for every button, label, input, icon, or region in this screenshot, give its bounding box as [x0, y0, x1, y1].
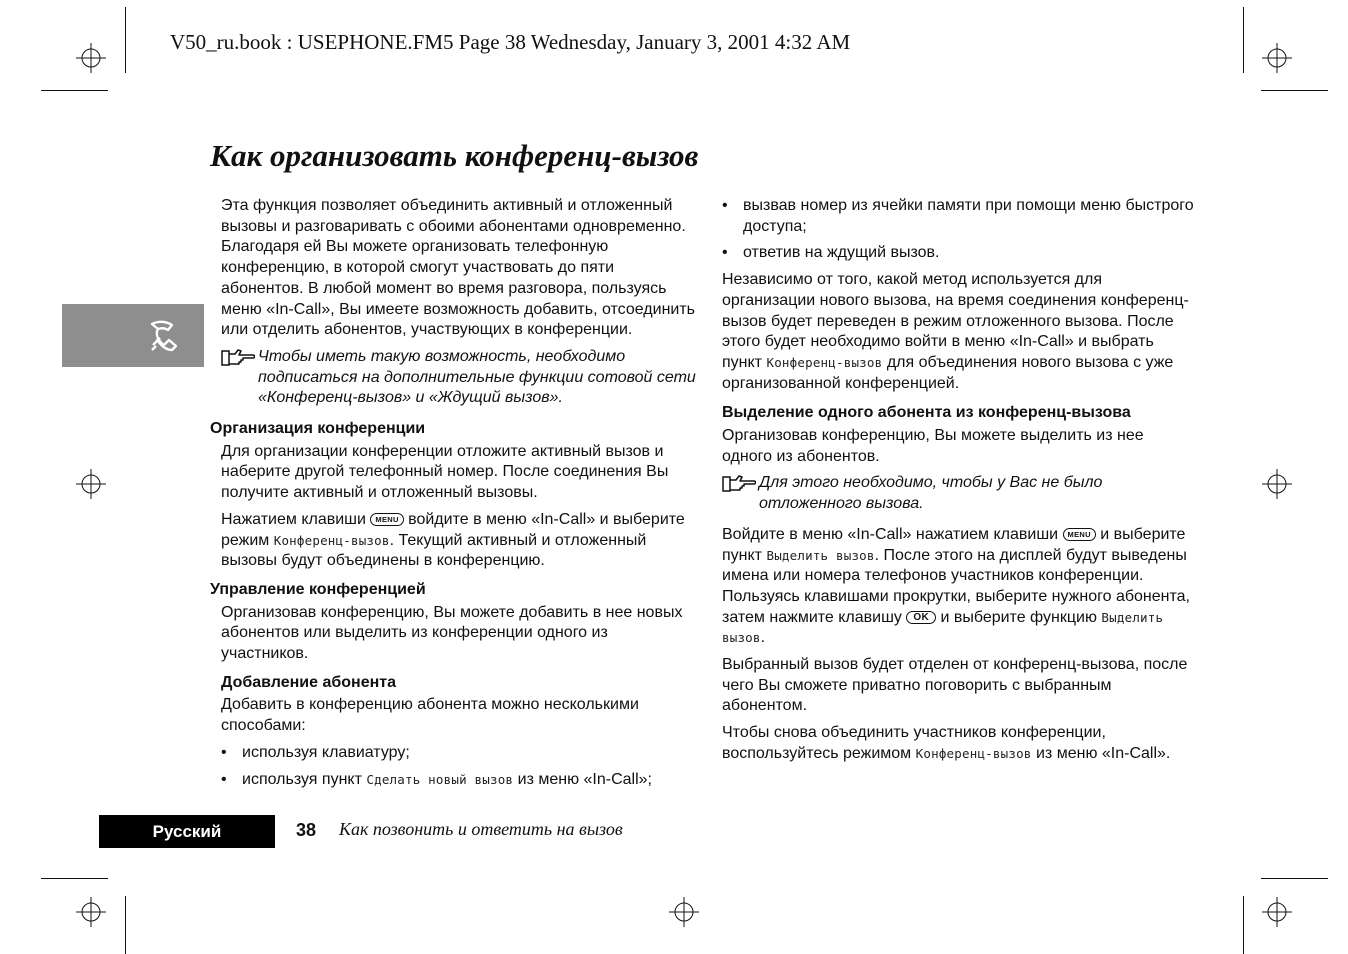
crop-mark [41, 90, 108, 91]
lcd-menu-label: Выделить вызов [766, 547, 875, 563]
add-heading: Добавление абонента [221, 673, 396, 691]
right-column [722, 196, 1197, 771]
lcd-menu-label: Конференц-вызов [273, 532, 390, 548]
organize-paragraph-2 [221, 510, 698, 572]
lcd-menu-label: Конференц-вызов [766, 354, 883, 370]
isolate-steps-paragraph [722, 525, 1197, 649]
text-span: используя пункт [242, 770, 362, 788]
page-number: 38 [296, 820, 317, 840]
text-span: Нажатием клавиши [221, 510, 366, 528]
crop-mark [41, 878, 108, 879]
held-call-note [722, 473, 1197, 514]
crosshair-registration-icon [1262, 43, 1292, 73]
crop-mark [1261, 878, 1328, 879]
lcd-menu-label: Конференц-вызов [915, 745, 1032, 761]
lcd-menu-label: Выделить вызов [722, 609, 1164, 646]
chapter-side-tab [62, 304, 204, 367]
menu-key-icon: MENU [370, 513, 403, 526]
chapter-title-footer: Как позвонить и ответить на вызов [339, 819, 623, 839]
crop-mark [125, 7, 126, 73]
text-span: Войдите в меню «In-Call» нажатием клавиши [722, 525, 1059, 543]
crop-mark [1243, 896, 1244, 954]
text-span: и выберите функцию [940, 608, 1097, 626]
separated-call-paragraph: Выбранный вызов будет отделен от конференц-вызова, после чего Вы сможете приватно поговорить с выбранным абонентом. [722, 656, 1188, 715]
manage-paragraph: Организовав конференцию, Вы можете добавить в нее новых абонентов или выделить из конференции одного из участников. [221, 603, 683, 663]
manage-heading: Управление конференцией [210, 580, 426, 598]
organize-paragraph-1: Для организации конференции отложите активный вызов и наберите другой телефонный номер. После соединения Вы получите активный и отложенный вызовы. [221, 442, 669, 502]
organize-heading: Организация конференции [210, 420, 426, 438]
crosshair-registration-icon [669, 897, 699, 927]
crop-mark [1243, 7, 1244, 73]
add-paragraph: Добавить в конференцию абонента можно несколькими способами: [221, 696, 639, 735]
text-span: . Текущий активный и отложенный вызовы будут объединены в конференцию. [221, 531, 647, 570]
language-label: Русский [99, 815, 275, 848]
menu-key-icon: MENU [1063, 528, 1096, 541]
list-item: • вызвав номер из ячейки памяти при помощи меню быстрого доступа; [722, 196, 1197, 237]
text-span: для объединения нового вызова с уже организованной конференцией. [722, 353, 1174, 392]
method-paragraph [722, 270, 1197, 394]
subscription-note [221, 347, 698, 409]
ok-key-icon: OK [906, 611, 936, 624]
note-text: Для этого необходимо, чтобы у Вас не было отложенного вызова. [759, 474, 1103, 513]
text-span: из меню «In-Call»; [517, 770, 652, 788]
text-span: и выберите пункт [722, 525, 1186, 564]
rejoin-paragraph [722, 723, 1197, 764]
page-title: Как организовать конференц-вызов [210, 138, 699, 173]
text-span: . [760, 629, 766, 647]
text-span: войдите в меню «In-Call» и выберите режим [221, 510, 685, 549]
isolate-paragraph: Организовав конференцию, Вы можете выделить из нее одного из абонентов. [722, 427, 1144, 465]
list-item: • используя клавиатуру; [221, 743, 698, 764]
text-span: . После этого на дисплей будут выведены имена или номера телефонов участников конференции. Пользуясь клавишами прокрутки, выберите нужного абонента, затем нажмите клавишу [722, 546, 1190, 626]
crosshair-registration-icon [76, 897, 106, 927]
text-span: из меню «In-Call». [1035, 744, 1171, 762]
crosshair-registration-icon [1262, 469, 1292, 499]
crop-mark [1261, 90, 1328, 91]
text-span: Независимо от того, какой метод используется для организации нового вызова, на время соединения конференц-вызов будет переведен в режим отложенного вызова. После этого будет необходимо войти в меню «In-Call» и выбрать пункт [722, 271, 1189, 371]
crosshair-registration-icon [1262, 897, 1292, 927]
crosshair-registration-icon [76, 43, 106, 73]
note-text: Чтобы иметь такую возможность, необходимо подписаться на дополнительные функции сотовой сети «Конференц-вызов» и «Ждущий вызов». [258, 347, 696, 407]
crop-mark [125, 896, 126, 954]
pointing-hand-icon [722, 474, 756, 494]
list-item [221, 770, 698, 791]
text-span: Чтобы снова объединить участников конференции, воспользуйтесь режимом [722, 724, 1106, 762]
list-item: • ответив на ждущий вызов. [722, 243, 1197, 264]
phone-call-icon [146, 319, 182, 353]
isolate-heading: Выделение одного абонента из конференц-вызова [722, 404, 1131, 422]
left-column [210, 196, 698, 796]
book-info-header: V50_ru.book : USEPHONE.FM5 Page 38 Wednesday, January 3, 2001 4:32 AM [170, 30, 851, 54]
crosshair-registration-icon [76, 469, 106, 499]
lcd-menu-label: Сделать новый вызов [366, 771, 514, 787]
intro-paragraph: Эта функция позволяет объединить активный и отложенный вызовы и разговаривать с обоими абонентами одновременно. Благодаря ей Вы можете организовать телефонную конференцию, в которой смогут участвовать до пяти абонентов. В любой момент во время разговора, пользуясь меню «In-Call», Вы имеете возможность добавить, отсоединить или отделить абонентов, участвующих в конференции. [221, 197, 696, 339]
pointing-hand-icon [221, 348, 255, 368]
